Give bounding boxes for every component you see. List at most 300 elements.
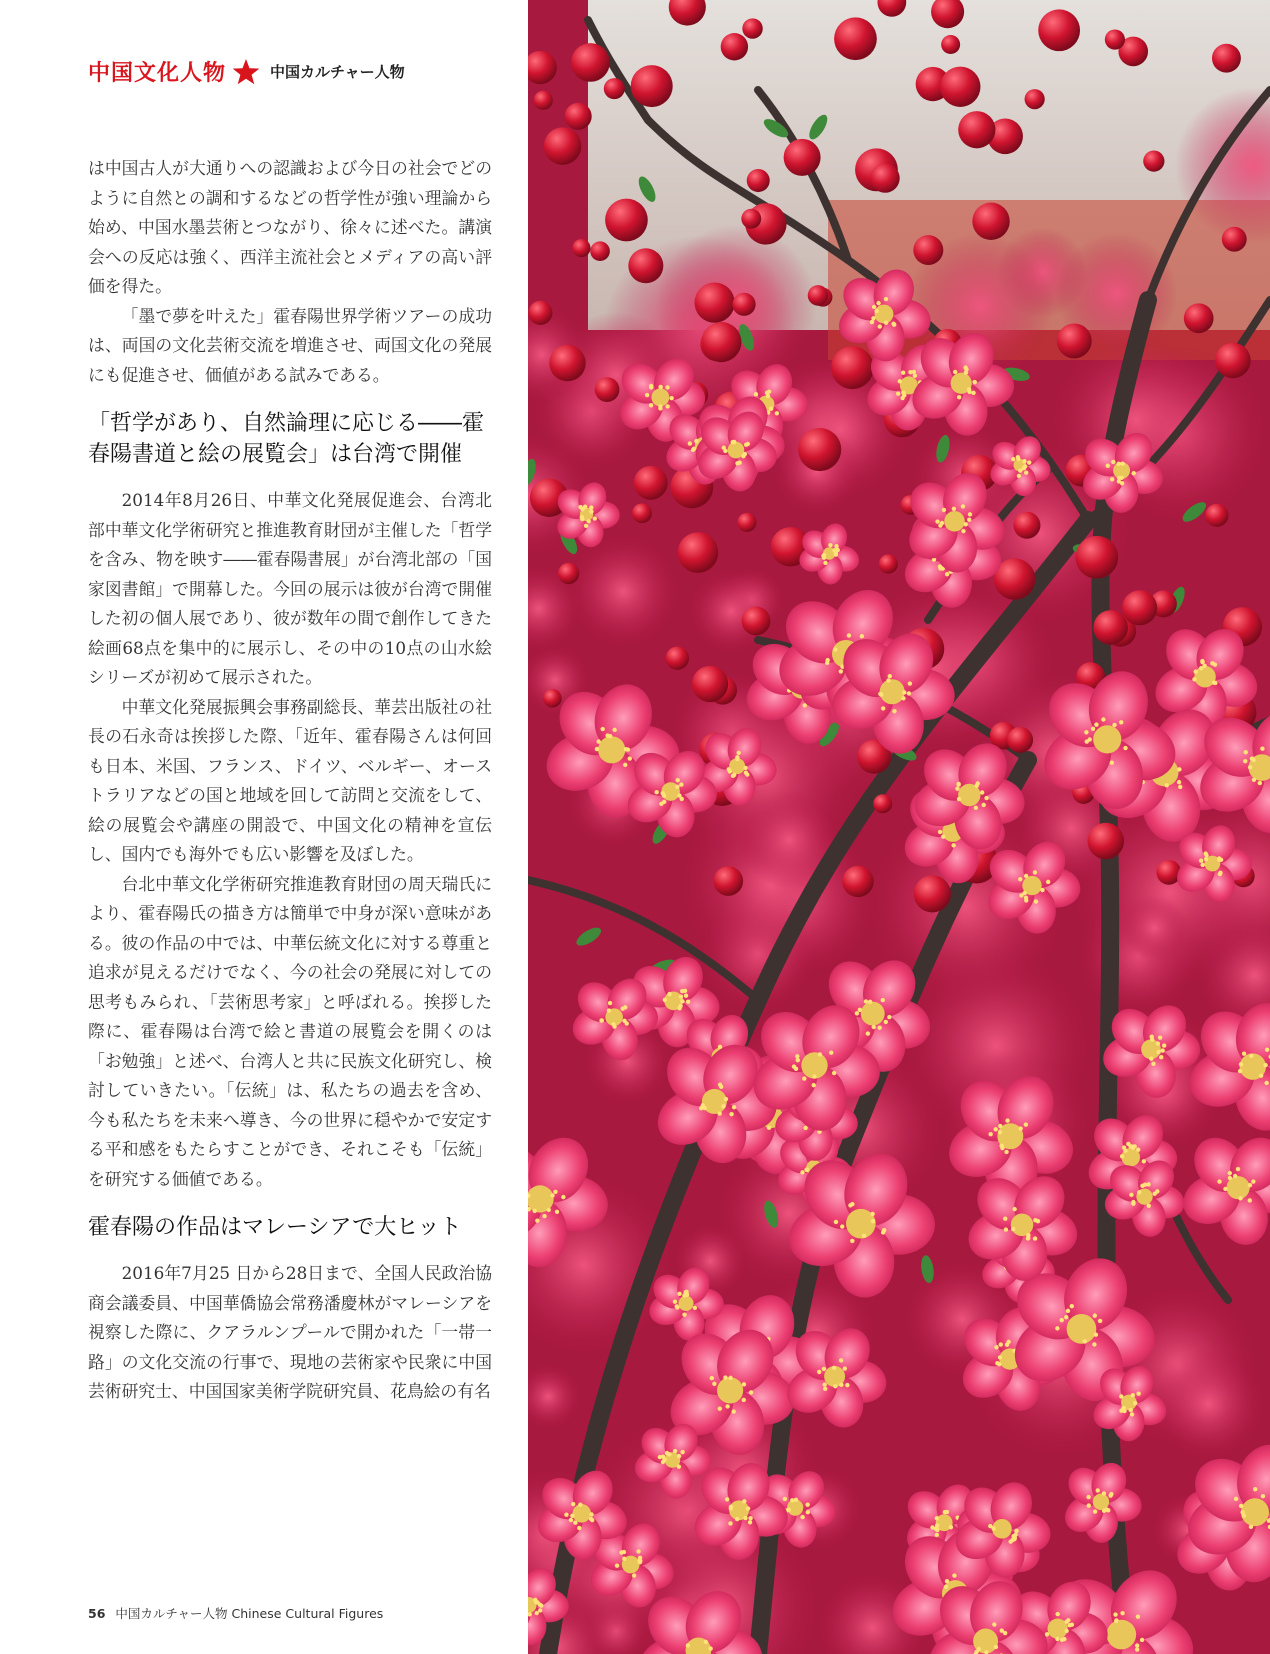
blossom-stamen bbox=[654, 790, 658, 794]
blossom-stamen bbox=[800, 1170, 804, 1174]
blossom-stamen bbox=[964, 370, 968, 374]
blossom-stamen bbox=[822, 1382, 826, 1386]
blossom-stamen bbox=[891, 322, 895, 326]
blossom-stamen bbox=[1085, 739, 1089, 743]
flower-bud bbox=[694, 283, 734, 323]
blossom-stamen bbox=[727, 767, 731, 771]
blossom-stamen bbox=[900, 396, 904, 400]
blossom-stamen bbox=[832, 548, 836, 552]
flower-bud bbox=[798, 428, 841, 471]
blossom-stamen bbox=[877, 1025, 881, 1029]
blossom-stamen bbox=[874, 309, 878, 313]
flower-bud bbox=[958, 111, 995, 148]
blossom-stamen bbox=[1114, 1619, 1118, 1623]
blossom-stamen bbox=[682, 1293, 686, 1297]
blossom-stamen bbox=[665, 1451, 669, 1455]
blossom-stamen bbox=[981, 803, 985, 807]
blossom-stamen bbox=[1200, 659, 1204, 663]
blossom-stamen bbox=[725, 1404, 729, 1408]
blossom-stamen bbox=[823, 561, 827, 565]
paragraph-5: 台北中華文化学術研究推進教育財団の周天瑞氏により、霍春陽氏の描き方は簡単で中身が深い意味がある。彼の作品の中では、中華伝統文化に対する尊重と追求が見えるだけでなく、今の社会の発展に対しての思考もみられ、「芸術思考家」と呼ばれる。挨拶した際に、霍春陽は台湾で絵と書道の展覧会を開くのは「お勉強」と述べ、台湾人と共に民族文化研究し、検討していきたい。「伝統」は、私たちの過去を含め、今も私たちを未来へ導き、今の世界に穏やかで安定する平和感をもたらすことができ、それこそも「伝統」を研究する価値である。 bbox=[88, 873, 492, 1189]
flower-bud bbox=[737, 513, 756, 532]
background-blur bbox=[1122, 895, 1187, 960]
blossom-stamen bbox=[1024, 1122, 1028, 1126]
blossom-stamen bbox=[624, 747, 628, 751]
blossom-stamen bbox=[577, 1526, 581, 1530]
blossom-stamen bbox=[1156, 1041, 1160, 1045]
blossom-stamen bbox=[661, 791, 665, 795]
blossom-stamen bbox=[839, 1383, 843, 1387]
blossom-stamen bbox=[840, 1224, 844, 1228]
blossom-stamen bbox=[1122, 1145, 1126, 1149]
blossom-stamen bbox=[952, 1573, 956, 1577]
blossom-stamen bbox=[868, 1000, 872, 1004]
blossom-stamen bbox=[1006, 1340, 1010, 1344]
blossom-stamen bbox=[901, 390, 905, 394]
flower-bud bbox=[1088, 823, 1124, 859]
blossom-stamen bbox=[834, 1220, 838, 1224]
blossom-stamen bbox=[952, 507, 956, 511]
blossom-stamen bbox=[862, 1234, 866, 1238]
blossom-stamen bbox=[1199, 666, 1203, 670]
blossom-stamen bbox=[843, 1366, 847, 1370]
blossom-stamen bbox=[658, 385, 662, 389]
blossom-stamen bbox=[888, 674, 892, 678]
blossom-stamen bbox=[1210, 661, 1214, 665]
blossom-stamen bbox=[998, 1124, 1002, 1128]
blossom-stamen bbox=[649, 403, 653, 407]
blossom-stamen bbox=[555, 1210, 559, 1214]
blossom-stamen bbox=[1150, 1034, 1154, 1038]
blossom-stamen bbox=[694, 439, 698, 443]
blossom-stamen bbox=[746, 442, 750, 446]
blossom-stamen bbox=[944, 1585, 948, 1589]
blossom-stamen bbox=[1017, 474, 1021, 478]
blossom-stamen bbox=[767, 1126, 771, 1130]
blossom-stamen bbox=[535, 1600, 539, 1604]
flower-bud bbox=[632, 503, 652, 523]
blossom-stamen bbox=[571, 1502, 575, 1506]
blossom-stamen bbox=[1140, 1638, 1144, 1642]
flower-bud bbox=[873, 794, 892, 813]
blossom-stamen bbox=[997, 1362, 1001, 1366]
blossom-stamen bbox=[746, 1506, 750, 1510]
blossom-stamen bbox=[1004, 1227, 1008, 1231]
blossom-stamen bbox=[620, 1006, 624, 1010]
blossom-stamen bbox=[884, 297, 888, 301]
blossom-stamen bbox=[1218, 872, 1222, 876]
blossom-center bbox=[572, 1504, 591, 1523]
blossom-stamen bbox=[675, 785, 679, 789]
blossom-stamen bbox=[1024, 896, 1028, 900]
blossom-stamen bbox=[590, 1518, 594, 1522]
flower-bud bbox=[1205, 504, 1228, 527]
blossom-stamen bbox=[908, 681, 912, 685]
flower-bud bbox=[565, 103, 592, 130]
blossom-stamen bbox=[661, 1455, 665, 1459]
blossom-stamen bbox=[1165, 783, 1169, 787]
flower-bud bbox=[940, 67, 980, 107]
blossom-stamen bbox=[1248, 1198, 1252, 1202]
blossom-stamen bbox=[860, 634, 864, 638]
blossom-stamen bbox=[741, 454, 745, 458]
blossom-stamen bbox=[625, 1021, 629, 1025]
flower-bud bbox=[784, 139, 821, 176]
blossom-stamen bbox=[1194, 669, 1198, 673]
blossom-center bbox=[1093, 725, 1121, 753]
flower-bud bbox=[595, 377, 620, 402]
blossom-stamen bbox=[943, 1510, 947, 1514]
blossom-stamen bbox=[884, 1020, 888, 1024]
blossom-stamen bbox=[677, 793, 681, 797]
blossom-stamen bbox=[994, 1127, 998, 1131]
blossom-stamen bbox=[667, 992, 671, 996]
blossom-stamen bbox=[680, 989, 684, 993]
blossom-stamen bbox=[636, 1549, 640, 1553]
blossom-stamen bbox=[1236, 1167, 1240, 1171]
blossom-stamen bbox=[1024, 471, 1028, 475]
blossom-stamen bbox=[600, 1018, 604, 1022]
blossom-stamen bbox=[1003, 1631, 1007, 1635]
blossom-stamen bbox=[1131, 1202, 1135, 1206]
article-body bbox=[88, 154, 492, 1407]
blossom-stamen bbox=[1120, 481, 1124, 485]
blossom-stamen bbox=[731, 774, 735, 778]
footer-title-ja: 中国カルチャー人物 bbox=[115, 1606, 228, 1621]
flower-bud bbox=[572, 239, 590, 257]
blossom-stamen bbox=[649, 384, 653, 388]
blossom-stamen bbox=[729, 1506, 733, 1510]
page-header bbox=[88, 56, 405, 87]
blossom-stamen bbox=[704, 1640, 708, 1644]
flower-bud bbox=[1007, 727, 1033, 753]
blossom-stamen bbox=[994, 1345, 998, 1349]
blossom-stamen bbox=[953, 370, 957, 374]
blossom-stamen bbox=[564, 1512, 568, 1516]
blossom-stamen bbox=[825, 661, 829, 665]
blossom-stamen bbox=[794, 1498, 798, 1502]
blossom-stamen bbox=[871, 1219, 875, 1223]
blossom-stamen bbox=[988, 1524, 992, 1528]
blossom-stamen bbox=[586, 519, 590, 523]
blossom-stamen bbox=[833, 1384, 837, 1388]
blossom-stamen bbox=[992, 1622, 996, 1626]
paragraph-1: は中国古人が大通りへの認識および今日の社会でどのように自然との調和するなどの哲学性が強い理論から始め、中国水墨芸術とつながり、徐々に述べた。講演会への反応は強く、西洋主流社会とメディアの高い評価を得た。 bbox=[88, 158, 492, 296]
blossom-stamen bbox=[1040, 888, 1044, 892]
blossom-stamen bbox=[1242, 1051, 1246, 1055]
blossom-stamen bbox=[1192, 677, 1196, 681]
blossom-stamen bbox=[665, 404, 669, 408]
flower-bud bbox=[701, 322, 741, 362]
blossom-stamen bbox=[728, 1521, 732, 1525]
blossom-stamen bbox=[1034, 899, 1038, 903]
flower-bud bbox=[549, 345, 585, 381]
blossom-stamen bbox=[1152, 1191, 1156, 1195]
blossom-stamen bbox=[748, 1516, 752, 1520]
blossom-stamen bbox=[804, 1168, 808, 1172]
blossom-stamen bbox=[855, 1011, 859, 1015]
blossom-stamen bbox=[1064, 1315, 1068, 1319]
blossom-stamen bbox=[1027, 460, 1031, 464]
blossom-stamen bbox=[1016, 455, 1020, 459]
blossom-stamen bbox=[1159, 1055, 1163, 1059]
blossom-stamen bbox=[1248, 1183, 1252, 1187]
blossom-stamen bbox=[718, 1111, 722, 1115]
flower-bud bbox=[1143, 150, 1164, 171]
blossom-stamen bbox=[682, 1312, 686, 1316]
blossom-stamen bbox=[878, 324, 882, 328]
flower-bud bbox=[1122, 590, 1157, 625]
blossom-stamen bbox=[1160, 1048, 1164, 1052]
blossom-stamen bbox=[1140, 1184, 1144, 1188]
flower-bud bbox=[1025, 89, 1045, 109]
blossom-stamen bbox=[839, 1358, 843, 1362]
flower-bud bbox=[1105, 29, 1125, 49]
flower-bud bbox=[1222, 227, 1247, 252]
blossom-stamen bbox=[623, 763, 627, 767]
blossom-stamen bbox=[1135, 1643, 1139, 1647]
blossom-stamen bbox=[561, 1195, 565, 1199]
blossom-stamen bbox=[812, 1074, 816, 1078]
blossom-stamen bbox=[803, 1126, 807, 1130]
blossom-stamen bbox=[1018, 1126, 1022, 1130]
blossom-stamen bbox=[940, 521, 944, 525]
blossom-stamen bbox=[721, 1104, 725, 1108]
blossom-stamen bbox=[1213, 681, 1217, 685]
blossom-stamen bbox=[1036, 1219, 1040, 1223]
blossom-stamen bbox=[595, 747, 599, 751]
flower-bud bbox=[870, 164, 899, 193]
blossom-stamen bbox=[718, 1083, 722, 1087]
blossom-stamen bbox=[1202, 664, 1206, 668]
blossom-stamen bbox=[742, 1398, 746, 1402]
flower-bud bbox=[534, 91, 553, 110]
blossom-stamen bbox=[1158, 1035, 1162, 1039]
blossom-stamen bbox=[1151, 1062, 1155, 1066]
blossom-stamen bbox=[1087, 1503, 1091, 1507]
blossom-stamen bbox=[1131, 1393, 1135, 1397]
blossom-stamen bbox=[967, 517, 971, 521]
blossom-stamen bbox=[1112, 723, 1116, 727]
blossom-stamen bbox=[578, 1502, 582, 1506]
blossom-stamen bbox=[1130, 1412, 1134, 1416]
blossom-stamen bbox=[935, 519, 939, 523]
blossom-stamen bbox=[731, 1409, 735, 1413]
blossom-stamen bbox=[1101, 717, 1105, 721]
blossom-stamen bbox=[901, 696, 905, 700]
blossom-stamen bbox=[732, 1105, 736, 1109]
flower-bud bbox=[742, 18, 762, 38]
blossom-stamen bbox=[955, 786, 959, 790]
blossom-stamen bbox=[686, 999, 690, 1003]
paragraph-2: 「墨で夢を叶えた」霍春陽世界学術ツアーの成功は、両国の文化芸術交流を増進させ、両国文化の発展にも促進させ、価値がある試みである。 bbox=[88, 305, 492, 385]
blossom-stamen bbox=[886, 678, 890, 682]
blossom-stamen bbox=[1242, 1514, 1246, 1518]
flower-bud bbox=[528, 301, 552, 325]
blossom-stamen bbox=[712, 1382, 716, 1386]
blossom-stamen bbox=[1084, 730, 1088, 734]
blossom-stamen bbox=[692, 446, 696, 450]
blossom-stamen bbox=[608, 1001, 612, 1005]
blossom-stamen bbox=[1019, 893, 1023, 897]
blossom-stamen bbox=[1228, 1171, 1232, 1175]
blossom-stamen bbox=[1136, 1391, 1140, 1395]
blossom-stamen bbox=[1096, 1488, 1100, 1492]
blossom-stamen bbox=[805, 1502, 809, 1506]
blossom-stamen bbox=[754, 392, 758, 396]
blossom-stamen bbox=[584, 524, 588, 528]
section-heading-taiwan: 「哲学があり、自然論理に応じる――霍春陽書道と絵の展覧会」は台湾で開催 bbox=[88, 411, 485, 467]
blossom-stamen bbox=[823, 1387, 827, 1391]
blossom-stamen bbox=[822, 556, 826, 560]
blossom-stamen bbox=[663, 998, 667, 1002]
blossom-stamen bbox=[765, 391, 769, 395]
blossom-stamen bbox=[829, 1051, 833, 1055]
blossom-stamen bbox=[796, 1058, 800, 1062]
flower-photo bbox=[528, 0, 1270, 1654]
blossom-stamen bbox=[728, 1376, 732, 1380]
blossom-stamen bbox=[1177, 767, 1181, 771]
blossom-stamen bbox=[622, 1550, 626, 1554]
magazine-brand: 中国文化人物 bbox=[88, 60, 227, 86]
blossom-stamen bbox=[1011, 457, 1015, 461]
blossom-stamen bbox=[723, 1375, 727, 1379]
blossom-stamen bbox=[569, 1518, 573, 1522]
blossom-stamen bbox=[935, 1533, 939, 1537]
blossom-stamen bbox=[802, 703, 806, 707]
blossom-stamen bbox=[850, 1239, 854, 1243]
blossom-stamen bbox=[729, 1112, 733, 1116]
blossom-stamen bbox=[632, 1573, 636, 1577]
blossom-stamen bbox=[935, 1516, 939, 1520]
blossom-stamen bbox=[1234, 1497, 1238, 1501]
blossom-stamen bbox=[945, 1579, 949, 1583]
blossom-stamen bbox=[1093, 1509, 1097, 1513]
blossom-stamen bbox=[601, 727, 605, 731]
blossom-stamen bbox=[1046, 880, 1050, 884]
blossom-stamen bbox=[1091, 727, 1095, 731]
blossom-stamen bbox=[1149, 1056, 1153, 1060]
blossom-stamen bbox=[677, 1464, 681, 1468]
flower-bud bbox=[742, 607, 771, 636]
blossom-stamen bbox=[871, 316, 875, 320]
blossom-stamen bbox=[1083, 1339, 1087, 1343]
flower-bud bbox=[941, 35, 960, 54]
blossom-stamen bbox=[1132, 471, 1136, 475]
blossom-center bbox=[874, 305, 893, 324]
blossom-stamen bbox=[870, 320, 874, 324]
blossom-stamen bbox=[1178, 785, 1182, 789]
blossom-stamen bbox=[708, 1646, 712, 1650]
blossom-stamen bbox=[1023, 464, 1027, 468]
blossom-stamen bbox=[961, 529, 965, 533]
blossom-stamen bbox=[550, 1193, 554, 1197]
blossom-stamen bbox=[1204, 853, 1208, 857]
blossom-stamen bbox=[737, 461, 741, 465]
blossom-stamen bbox=[1248, 765, 1252, 769]
blossom-stamen bbox=[1244, 750, 1248, 754]
blossom-stamen bbox=[967, 390, 971, 394]
blossom-stamen bbox=[1102, 1491, 1106, 1495]
blossom-stamen bbox=[1108, 1493, 1112, 1497]
blossom-stamen bbox=[725, 1497, 729, 1501]
blossom-stamen bbox=[998, 1130, 1002, 1134]
blossom-stamen bbox=[974, 806, 978, 810]
blossom-stamen bbox=[902, 690, 906, 694]
blossom-stamen bbox=[974, 784, 978, 788]
blossom-stamen bbox=[1156, 1050, 1160, 1054]
blossom-center bbox=[1011, 1214, 1034, 1237]
blossom-stamen bbox=[800, 1515, 804, 1519]
blossom-stamen bbox=[573, 1520, 577, 1524]
blossom-stamen bbox=[542, 1214, 546, 1218]
blossom-stamen bbox=[1233, 1174, 1237, 1178]
blossom-stamen bbox=[677, 1454, 681, 1458]
blossom-stamen bbox=[1111, 460, 1115, 464]
blossom-stamen bbox=[907, 691, 911, 695]
background-blur bbox=[1153, 1348, 1264, 1459]
blossom-stamen bbox=[802, 1076, 806, 1080]
blossom-stamen bbox=[1003, 1217, 1007, 1221]
blossom-stamen bbox=[1217, 1179, 1221, 1183]
blossom-stamen bbox=[1136, 1147, 1140, 1151]
blossom-stamen bbox=[593, 516, 597, 520]
blossom-center bbox=[717, 1377, 743, 1403]
blossom-stamen bbox=[1086, 1495, 1090, 1499]
blossom-stamen bbox=[710, 1376, 714, 1380]
blossom-stamen bbox=[964, 522, 968, 526]
blossom-stamen bbox=[645, 393, 649, 397]
blossom-stamen bbox=[580, 517, 584, 521]
blossom-stamen bbox=[743, 1516, 747, 1520]
blossom-stamen bbox=[1070, 1304, 1074, 1308]
blossom-stamen bbox=[1056, 1612, 1060, 1616]
page-number: 56 bbox=[88, 1606, 106, 1621]
blossom-center bbox=[861, 1002, 885, 1026]
blossom-stamen bbox=[1265, 1047, 1269, 1051]
flower-bud bbox=[590, 241, 610, 261]
blossom-stamen bbox=[607, 1008, 611, 1012]
blossom-stamen bbox=[1119, 720, 1123, 724]
blossom-stamen bbox=[972, 380, 976, 384]
blossom-stamen bbox=[1264, 1081, 1268, 1085]
blossom-stamen bbox=[679, 782, 683, 786]
blossom-stamen bbox=[1024, 874, 1028, 878]
blossom-stamen bbox=[971, 391, 975, 395]
flower-bud bbox=[604, 78, 625, 99]
blossom-stamen bbox=[596, 739, 600, 743]
blossom-stamen bbox=[1119, 476, 1123, 480]
blossom-stamen bbox=[792, 1064, 796, 1068]
paragraph-6: 2016年7月25 日から28日まで、全国人民政治協商会議委員、中国華僑協会常務潘慶林がマレーシアを視察した際に、クアラルンプールで開かれた「一帯一路」の文化交流の行事で、現地の芸術家や民衆に中国芸術研究士、中国国家美術学院研究員、花鳥絵の有名 bbox=[88, 1263, 492, 1401]
blossom-stamen bbox=[1142, 1159, 1146, 1163]
flower-bud bbox=[1013, 512, 1040, 539]
blossom-stamen bbox=[680, 1450, 684, 1454]
blossom-stamen bbox=[665, 385, 669, 389]
blossom-stamen bbox=[1258, 781, 1262, 785]
blossom-stamen bbox=[1239, 1062, 1243, 1066]
blossom-stamen bbox=[783, 1497, 787, 1501]
blossom-stamen bbox=[913, 373, 917, 377]
blossom-stamen bbox=[615, 1563, 619, 1567]
blossom-stamen bbox=[832, 1366, 836, 1370]
blossom-stamen bbox=[1263, 1063, 1267, 1067]
background-blur bbox=[568, 536, 679, 647]
section-subtitle: 中国カルチャー人物 bbox=[270, 63, 405, 81]
flower-bud bbox=[808, 285, 829, 306]
flower-bud bbox=[1184, 303, 1214, 333]
paragraph-3: 2014年8月26日、中華文化発展促進会、台湾北部中華文化学術研究と推進教育財団が主催した「哲学を含み、物を映す――霍春陽書展」が台湾北部の「国家図書館」で開幕した。今回の展示は彼が台湾で開催した初の個人展であり、彼が数年の間で創作してきた絵画68点を集中的に展示し、その中の10点の山水絵シリーズが初めて展示された。 bbox=[88, 490, 492, 687]
